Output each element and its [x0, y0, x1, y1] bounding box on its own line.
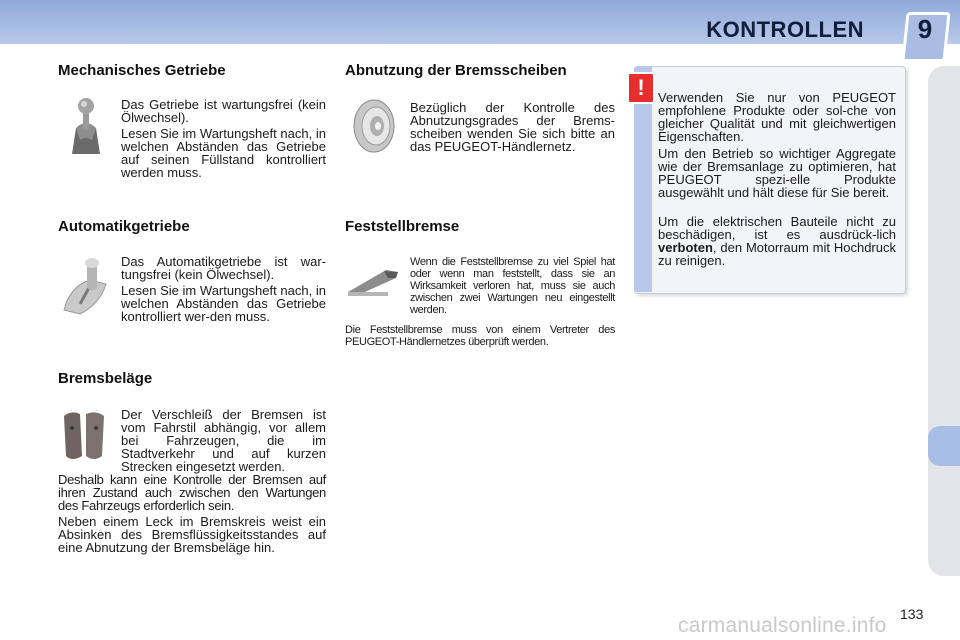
warning-text-2: Um den Betrieb so wichtiger Aggregate wie der Bremsanlage zu optimieren, hat PEUGEOT spezi-elle Produkte ausgewählt und hält diese für Sie bereit. — [658, 146, 896, 200]
discs-text-1: Bezüglich der Kontrolle des Abnutzungsgrades der Brems-scheiben wenden Sie sich bitte an das PEUGEOT-Händlernetz. — [410, 100, 615, 154]
auto-text-2: Lesen Sie im Wartungsheft nach, in welchen Abständen das Getriebe kontrolliert wer-den muss. — [121, 283, 326, 324]
heading-manual-gearbox: Mechanisches Getriebe — [58, 62, 226, 79]
brake-disc-icon — [348, 98, 398, 154]
warning-text-3-bold: verboten — [658, 240, 713, 255]
gear-lever-icon — [62, 96, 110, 156]
heading-automatic-gearbox: Automatikgetriebe — [58, 218, 190, 235]
gearbox-text-2: Lesen Sie im Wartungsheft nach, in welchen Abständen das Getriebe auf seinen Füllstand kontrolliert werden muss. — [121, 126, 326, 180]
parking-text-1: Wenn die Feststellbremse zu viel Spiel hat oder wenn man feststellt, dass sie an Wirksamkeit verloren hat, muss sie auch zwischen zwei Wartungen neu eingestellt werden. — [410, 256, 615, 316]
page-number: 133 — [900, 606, 924, 622]
chapter-title: KONTROLLEN — [706, 17, 864, 42]
warning-text-1: Verwenden Sie nur von PEUGEOT empfohlene Produkte oder sol-che von gleicher Qualität und mit gleichwertigen Eigenschaften. — [658, 90, 896, 144]
brake-pads-icon — [60, 408, 110, 464]
warning-icon: ! — [627, 72, 655, 104]
automatic-selector-icon — [60, 256, 110, 316]
auto-text-1: Das Automatikgetriebe ist war-tungsfrei (kein Ölwechsel). — [121, 254, 326, 282]
pads-text-2: Neben einem Leck im Bremskreis weist ein Absinken des Bremsflüssigkeitsstandes auf eine Abnutzung der Bremsbeläge hin. — [58, 514, 326, 555]
parking-text-2: Die Feststellbremse muss von einem Vertreter des PEUGEOT-Händlernetzes überprüft werden. — [345, 324, 615, 348]
warning-text-3-pre: Um die elektrischen Bauteile nicht zu beschädigen, ist es ausdrück-lich — [658, 214, 896, 242]
gearbox-text-1: Das Getriebe ist wartungsfrei (kein Ölwechsel). — [121, 97, 326, 125]
side-strip — [928, 66, 960, 576]
warning-text-3-post: , den Motorraum mit Hochdruck zu reinigen. — [658, 240, 896, 268]
side-chapter-tab[interactable] — [928, 426, 960, 466]
heading-brake-pads: Bremsbeläge — [58, 370, 153, 387]
warning-text-3 — [658, 215, 896, 267]
heading-parking-brake: Feststellbremse — [345, 218, 460, 235]
chapter-number: 9 — [917, 14, 933, 44]
parking-brake-lever-icon — [346, 262, 402, 300]
heading-brake-discs: Abnutzung der Bremsscheiben — [345, 62, 567, 79]
pads-text-1b: Deshalb kann eine Kontrolle der Bremsen auf ihren Zustand auch zwischen den Wartungen des Fahrzeugs erforderlich sein. — [58, 472, 326, 513]
pads-text-1: Der Verschleiß der Bremsen ist vom Fahrstil abhängig, vor allem bei Fahrzeugen, die im Stadtverkehr und auf kurzen Strecken eingesetzt werden. — [121, 407, 326, 474]
watermark: carmanualsonline.info — [678, 614, 887, 637]
